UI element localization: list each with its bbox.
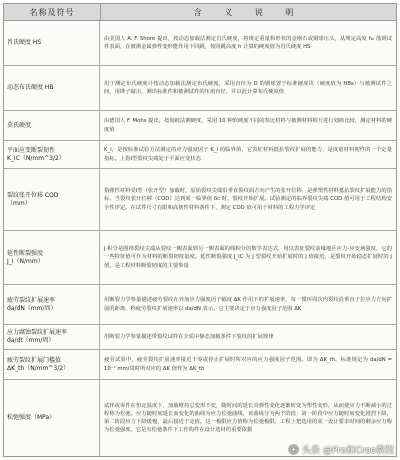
row-name: 疲劳裂纹扩展速率 da/dN（mm/周） <box>4 285 100 324</box>
row-name: 疲劳裂纹扩展门槛值 ΔK_th（N/mm^3/2） <box>4 350 100 379</box>
table-row <box>4 285 396 325</box>
watermark-text: 头条 @Pro和Creo教程 <box>302 446 394 456</box>
table-row <box>4 325 396 350</box>
row-desc: J 积分是围绕裂纹尖端从裂纹一侧表面到另一侧表面的线积分的数学表达式，用以表征裂纹前缘地区应力-应变场强度，它的一些特征值可作为材料的断裂韧度量度。延性断裂强度 J_IC 为 J 型裂纹开始扩展时的 J 值接近，是裂纹开始稳态扩展时的 J 值，是工程材料断裂韧度的主要参量 <box>104 246 392 269</box>
table-row <box>4 141 396 169</box>
row-desc: 由德国人 F. Mohs 提出，按刻痕法测硬度，采用 10 种软硬度不同的参比材料与被测材料相互进行划痕比较，测定材料的硬度值 <box>104 118 392 133</box>
row-name: 平面应变断裂韧性 K_IC（N/mm^3/2） <box>4 141 100 168</box>
row-desc: 试样或零件在恒定温度下，加载维持总变形不变，随时间的延长其弹性变化逐渐转变为塑性变形，从而使应力不断减小的过程称为松弛。应力随时间延长而变化的曲线为应力松弛曲线，该曲线分为两个阶段：第一阶段中应力随时间变化剧烈下降，第二阶段应力下降缓慢，最后接近于定值。这一极限应力值称为松弛极限；工程上把选用的某一设计要求时间的剩余应力称为松弛强度。它是有松弛条件下工作构件在设计选材的重要依据 <box>104 402 392 434</box>
row-desc: 用断裂力学参量描述带裂纹试样在介质中静态加载条件下裂纹的扩展规律 <box>104 333 274 340</box>
row-desc: 用断裂力学参量描述疲劳裂纹在外加应力强度因子幅度 ΔK 作用下的扩展速率，每一循环周次内裂纹沿垂直于拉应力方向扩展的距离，称疲劳裂纹扩展速率以 da/dN 表示。它主要决定于应力强度因子范围 ΔK <box>104 297 392 312</box>
table-row <box>4 111 396 141</box>
table-row <box>4 169 396 231</box>
row-name: 应力腐蚀裂纹扩展速率 da/dt（mm/周） <box>4 325 100 349</box>
row-name: 松弛强度（MPa） <box>4 380 100 456</box>
table-row <box>4 231 396 285</box>
table-row <box>4 66 396 111</box>
row-name: 裂纹张开位移 COD （mm） <box>4 169 100 230</box>
row-name: 延性断裂强度 J_I（N/mm） <box>4 231 100 284</box>
table-header <box>4 4 396 21</box>
table-row <box>4 350 396 380</box>
row-desc: 指弹性材料受Ⅰ型（张开型）加载时，原始裂纹尖端沿垂直裂纹面方向产生的张开位移，是弹塑性材料抵抗裂纹扩展能力的指标。当裂纹张开位移（COD）达到某一临界值 δc 时，裂纹开始扩展。试验测定的临界裂纹尖端 COD 值可用于工程结构安全性评定。在试件尺寸有限和高韧性材料条件下，测定 COD 值可用于材料的工程力学评定 <box>104 188 392 211</box>
table-row <box>4 21 396 66</box>
row-name: 肖氏硬度 HS <box>4 21 100 65</box>
properties-table <box>3 3 397 457</box>
row-desc: 由美国人 A. F. Shore 提出，按动态加载法测定肖氏硬度，将规定重量和形状的金刚石或钢球压头，从规定高度 h₀ 落到试件表面，在被测金属弹性变形能作用下回跳，按回跳高度 h 计算的硬度值为肖氏硬度 HS <box>104 35 392 50</box>
header-desc-col: 含 义 说 明 <box>193 7 304 17</box>
row-desc: 用于测定布氏硬度计按动态加载法测定布氏硬度，采用直径为 D 的钢球置于标准硬度块（硬度值为 HBs）与被测试件之间，用锤子敲击，测出标准件和被测试件的压痕直径，并以此计算布氏硬度值 <box>104 80 392 95</box>
toutiao-icon: ✦ <box>288 444 299 455</box>
watermark <box>288 443 394 456</box>
row-desc: K_I，是按标准试验方法测定的应力强度因子 K_I 的临界值，它表征材料抵抗裂纹扩展的能力，是度量材料韧性的一个定量指标。上指Ⅰ型裂纹尖端处于平面应变状态 <box>104 147 392 162</box>
header-name-col: 名称及符号 <box>4 4 101 20</box>
row-desc: 疲劳试验中，疲劳裂纹扩展速率接近于零或停止扩展时所对应的应力强度因子范围。即为 ΔK_th，标准规定为 da/dN = 10⁻⁷ mm/周时所对应的 ΔK 值作为 ΔK_th <box>104 357 392 372</box>
row-name: 动态布氏硬度 HB <box>4 66 100 110</box>
row-name: 莫氏硬度 <box>4 111 100 140</box>
